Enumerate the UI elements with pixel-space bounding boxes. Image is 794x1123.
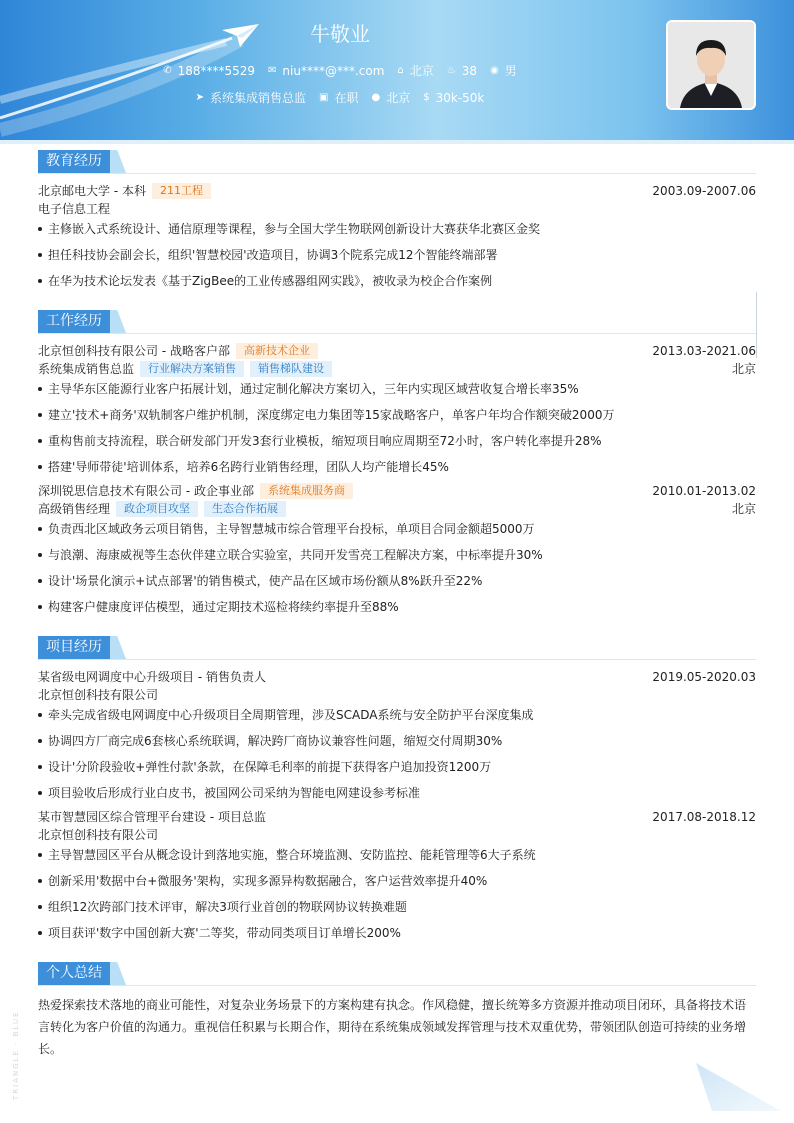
phone-item [163,62,255,79]
profile-photo [666,20,756,110]
work-city: 北京 [731,362,756,376]
email-text: niu****@***.com [282,63,385,78]
project-bullet: 创新采用'数据中台+微服务'架构，实现多源异构数据融合，客户运营效率提升40% [38,873,756,889]
project-bullet: 项目验收后形成行业白皮书，被国网公司采纳为智能电网建设参考标准 [38,785,756,801]
education-header-row [38,183,756,199]
phone-icon: ✆ [163,64,172,76]
hometown-item [397,62,433,79]
project-section-title: 项目经历 [38,636,110,659]
summary-section-header [38,962,756,986]
education-bullet: 担任科技协会副会长，组织'智慧校园'改造项目，协调3个院系完成12个智能终端部署 [38,247,756,263]
school-name: 北京邮电大学 - 本科 [38,184,146,198]
project-date: 2017.08-2018.12 [652,810,756,824]
position-name: 系统集成销售总监 [38,362,135,376]
education-major-row [38,201,756,217]
project-org-row [38,687,756,703]
skill-tag: 行业解决方案销售 [140,361,244,377]
work-section-header [38,310,756,334]
project-title: 某省级电网调度中心升级项目 - 销售负责人 [38,670,266,684]
briefcase-icon: ▣ [319,91,329,103]
target-city-text: 北京 [386,91,411,105]
work-date: 2013.03-2021.06 [652,344,756,358]
age-icon: ♨ [446,64,456,76]
section-tab-decoration [110,636,126,659]
school-tag: 211工程 [152,183,211,199]
status-item [319,89,358,106]
project-bullet: 牵头完成省级电网调度中心升级项目全周期管理，涉及SCADA系统与安全防护平台深度集成 [38,707,756,723]
company-name: 北京恒创科技有限公司 - 战略客户部 [38,344,230,358]
triangle-decoration [696,1063,786,1113]
work-bullet: 设计'场景化演示+试点部署'的销售模式，使产品在区域市场份额从8%跃升至22% [38,573,756,589]
age-text: 38 [461,63,478,78]
section-tab-decoration [110,150,126,173]
project-header-row [38,669,756,685]
project-bullet: 设计'分阶段验收+弹性付款'条款，在保障毛利率的前提下获得客户追加投资1200万 [38,759,756,775]
education-bullet: 主修嵌入式系统设计、通信原理等课程，参与全国大学生物联网创新设计大赛获华北赛区金奖 [38,221,756,237]
project-org: 北京恒创科技有限公司 [38,688,159,702]
skill-tag: 政企项目攻坚 [116,501,198,517]
salary-text: 30k-50k [435,90,485,105]
summary-section-title: 个人总结 [38,962,110,985]
work-bullet: 主导华东区能源行业客户拓展计划，通过定制化解决方案切入，三年内实现区域营收复合增长率35% [38,381,756,397]
project-org: 北京恒创科技有限公司 [38,828,159,842]
project-date: 2019.05-2020.03 [652,670,756,684]
project-title: 某市智慧园区综合管理平台建设 - 项目总监 [38,810,266,824]
job-intent-row [0,89,680,106]
project-bullet: 协调四方厂商完成6套核心系统联调，解决跨厂商协议兼容性问题，缩短交付周期30% [38,733,756,749]
age-item [447,62,477,79]
company-name: 深圳锐思信息技术有限公司 - 政企事业部 [38,484,254,498]
company-tag: 系统集成服务商 [260,483,353,499]
location-pin-icon: ● [371,91,381,103]
salary-icon: $ [423,91,430,103]
project-bullet: 主导智慧园区平台从概念设计到落地实施，整合环境监测、安防监控、能耗管理等6大子系统 [38,847,756,863]
skill-tag: 生态合作拓展 [204,501,286,517]
work-bullet: 建立'技术+商务'双轨制客户维护机制，深度绑定电力集团等15家战略客户，单客户年均合作额突破2000万 [38,407,756,423]
education-bullet: 在华为技术论坛发表《基于ZigBee的工业传感器组网实践》，被收录为校企合作案例 [38,273,756,289]
paper-plane-icon: ➤ [195,91,204,103]
section-tab-decoration [110,962,126,985]
work-bullet: 搭建'导师带徒'培训体系，培养6名跨行业销售经理，团队人均产能增长45% [38,459,756,475]
hometown-text: 北京 [409,64,434,78]
header-banner [0,0,794,140]
major-name: 电子信息工程 [38,202,111,216]
company-tag: 高新技术企业 [236,343,318,359]
header-underline [0,140,794,144]
section-tab-decoration [110,310,126,333]
work-position-row [38,501,756,517]
gender-icon: ◉ [490,64,499,76]
work-header-row [38,343,756,359]
work-position-row [38,361,756,377]
project-bullet: 项目获评'数字中国创新大赛'二等奖，带动同类项目订单增长200% [38,925,756,941]
salary-item [423,89,484,106]
position-name: 高级销售经理 [38,502,111,516]
summary-text: 热爱探索技术落地的商业可能性，对复杂业务场景下的方案构建有执念。作风稳健，擅长统筹多方资源并推动项目闭环，具备将技术语言转化为客户价值的沟通力。重视信任积累与长期合作，期待在系统集成领域发挥管理与技术双重优势，带领团队创造可持续的业务增长。 [38,998,747,1056]
candidate-name: 牛敬业 [310,22,370,46]
contact-row [0,62,680,79]
project-bullet: 组织12次跨部门技术评审，解决3项行业首创的物联网协议转换难题 [38,899,756,915]
work-section-title: 工作经历 [38,310,110,333]
phone-text: 188****5529 [177,63,256,78]
target-position-text: 系统集成销售总监 [210,91,307,105]
project-org-row [38,827,756,843]
mail-icon: ✉ [268,64,277,76]
project-header-row [38,809,756,825]
email-item [268,62,384,79]
target-city-item [371,89,410,106]
home-icon: ⌂ [397,64,404,76]
work-city: 北京 [731,502,756,516]
gender-text: 男 [504,64,517,78]
gender-item [490,62,517,79]
education-section-title: 教育经历 [38,150,110,173]
skill-tag: 销售梯队建设 [250,361,332,377]
project-section-header [38,636,756,660]
work-bullet: 重构售前支持流程，联合研发部门开发3套行业模板，缩短项目响应周期至72小时，客户转化率提升28% [38,433,756,449]
target-position-item [196,89,306,106]
education-date: 2003.09-2007.06 [652,184,756,198]
avatar [668,22,754,108]
side-watermark-text: TRIANGLE · BLUE [12,1010,20,1100]
divider-line [756,292,757,358]
work-bullet: 构建客户健康度评估模型，通过定期技术巡检将续约率提升至88% [38,599,756,615]
work-date: 2010.01-2013.02 [652,484,756,498]
work-header-row [38,483,756,499]
work-bullet: 负责西北区域政务云项目销售，主导智慧城市综合管理平台投标，单项目合同金额超5000万 [38,521,756,537]
education-section-header [38,150,756,174]
work-bullet: 与浪潮、海康威视等生态伙伴建立联合实验室，共同开发雪亮工程解决方案，中标率提升30% [38,547,756,563]
status-text: 在职 [334,91,359,105]
